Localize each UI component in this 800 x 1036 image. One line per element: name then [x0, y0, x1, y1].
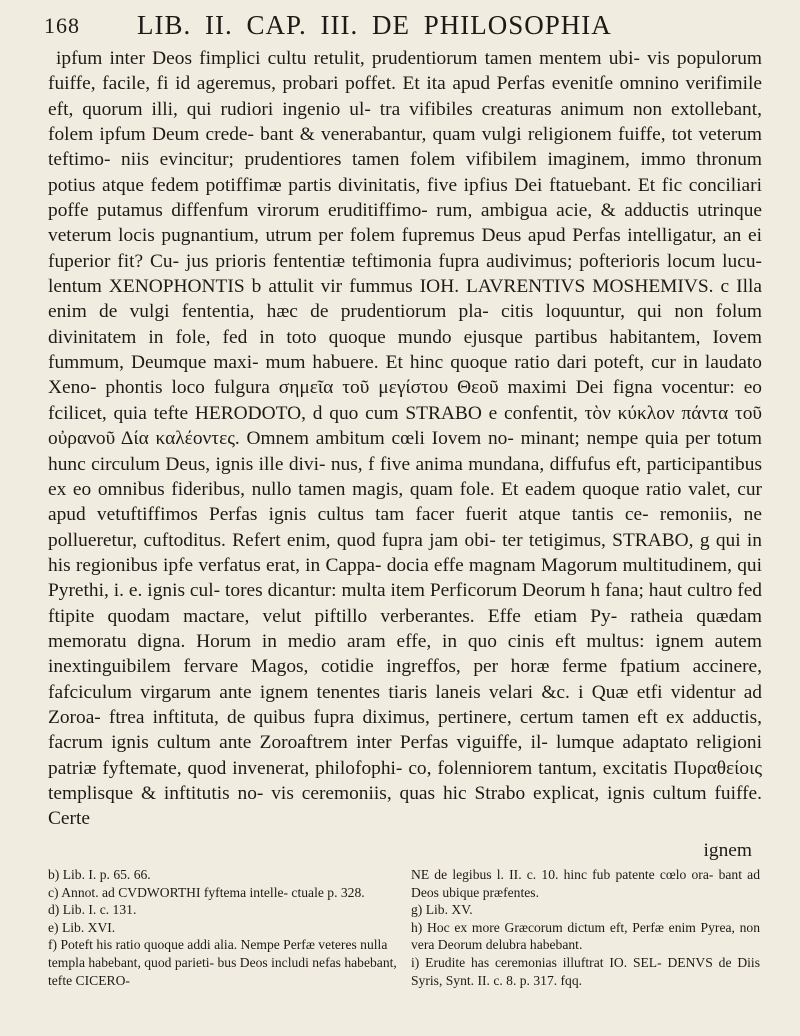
footnote: e) Lib. XVI.: [48, 919, 116, 935]
footnote: b) Lib. I. p. 65. 66.: [48, 867, 151, 882]
footnote: f) Poteft his ratio quoque addi alia. Nempe Perfæ veteres nulla templa habebant, quod parieti- bus Deos includi nefas habebant, tefte CICERO-: [48, 937, 397, 988]
catchword: ignem: [703, 840, 752, 861]
footnotes-left-column: [48, 866, 397, 989]
footnotes: [48, 866, 760, 989]
footnote: g) Lib. XV.: [411, 902, 473, 918]
footnote: NE de legibus l. II. c. 10. hinc fub patente cœlo ora- bant ad Deos ubique præfentes.: [411, 867, 760, 900]
footnotes-right-column: [411, 866, 760, 989]
page-number: 168: [44, 13, 80, 38]
main-text: [48, 46, 762, 832]
body-paragraph: ipfum inter Deos fimplici cultu retulit, prudentiorum tamen mentem ubi- vis populorum fuiffe, facile, fi id ageremus, probari poffet. Et ita apud Perfas evenitſe omnino verifimile eft, quorum illi, qui rudiori ingenio ul- tra vifibiles creaturas animum non extollebant, folem ipfum Deum crede- bant & venerabantur, quam vulgi religionem fuiffe, tot veterum teftimo- niis evincitur; prudentiores tamen folem vifibilem imaginem, immo thronum potius atque fedem potiffimæ partis divinitatis, five ipfius Dei ftatuebant. Et fic conciliari poffe putamus diffenfum virorum eruditiffimo- rum, ambigua acie, & adductis utrinque veterum locis pugnantium, utrum per folem fupremus Deus apud Perfas intelligatur, an ei fuperior fit? Cu- jus prioris fententiæ teftimonia fupra audivimus; pofterioris locum lucu- lentum XENOPHONTIS b attulit vir fummus IOH. LAVRENTIVS MOSHEMIVS. c Illa enim de vulgi fententia, hæc de prudentiorum pla- citis loquuntur, qui non folum divinitatem in fole, fed in toto quoque mundo ejusque partibus habitantem, Iovem fummum, Deumque maxi- mum habuere. Et hinc quoque ratio dari poteft, cur in laudato Xeno- phontis loco fulgura σημεῖα τοῦ μεγίστου Θεοῦ maximi Dei figna vocentur: eo fcilicet, quia tefte HERODOTO, d quo cum STRABO e confentit, τὸν κύκλον πάντα τοῦ οὐρανοῦ Δία καλέοντες. Omnem ambitum cœli Iovem no- minant; nempe quia per totum hunc circulum Deus, ignis ille divi- nus, f five anima mundana, diffufus eft, participantibus ex eo omnibus fideribus, nullo tamen magis, quam fole. Et eadem quoque ratio valet, cur apud vetuftiffimos Perfas ignis cultus tam facer fuerit atque tantis ce- remoniis, ne pollueretur, cuftoditus. Refert enim, quod fupra jam obi- ter tetigimus, STRABO, g qui in his regionibus ipfe verfatus erat, in Cappa- docia effe magnam Magorum multitudinem, qui Pyrethi, i. e. ignis cul- tores dicantur: multa item Perficorum Deorum h fana; haut cultro fed ftipite quodam mactare, velut piftillo verberantes. Effe etiam Py- ratheia quædam memoratu digna. Horum in medio aram effe, in quo cinis eft multus: ignem autem inextinguibilem fervare Magos, cotidie ingreffos, per horæ ferme fpatium accinere, fafciculum virgarum ante ignem tenentes tiaris laneis velari &c. i Quæ etfi videntur ad Zoroa- ftrea inftituta, de quibus fupra diximus, pertinere, certum tamen eft ex adductis, facrum ignis cultum ante Zoroaftrem inter Perfas viguiffe, il- lumque adaptato religioni patriæ fyftemate, quod invenerat, philofophi- co, folenniorem tantum, excitatis Πυραθείοις templisque & inftitutis no- vis ceremoniis, quas hic Strabo explicat, ignis cultum fuiffe. Certe: [48, 48, 762, 830]
running-head: LIB. II. CAP. III. DE PHILOSOPHIA: [137, 10, 612, 40]
footnote: d) Lib. I. c. 131.: [48, 902, 137, 918]
footnote: h) Hoc ex more Græcorum dictum eft, Perfæ enim Pyrea, non vera Deorum delubra habebant.: [411, 919, 760, 953]
footnote: i) Erudite has ceremonias illuftrat IO. SEL- DENVS de Diis Syris, Synt. II. c. 8. p. 317. fqq.: [411, 954, 760, 988]
footnote: c) Annot. ad CVDWORTHI fyftema intelle- ctuale p. 328.: [48, 884, 365, 900]
page-header: [42, 10, 760, 44]
